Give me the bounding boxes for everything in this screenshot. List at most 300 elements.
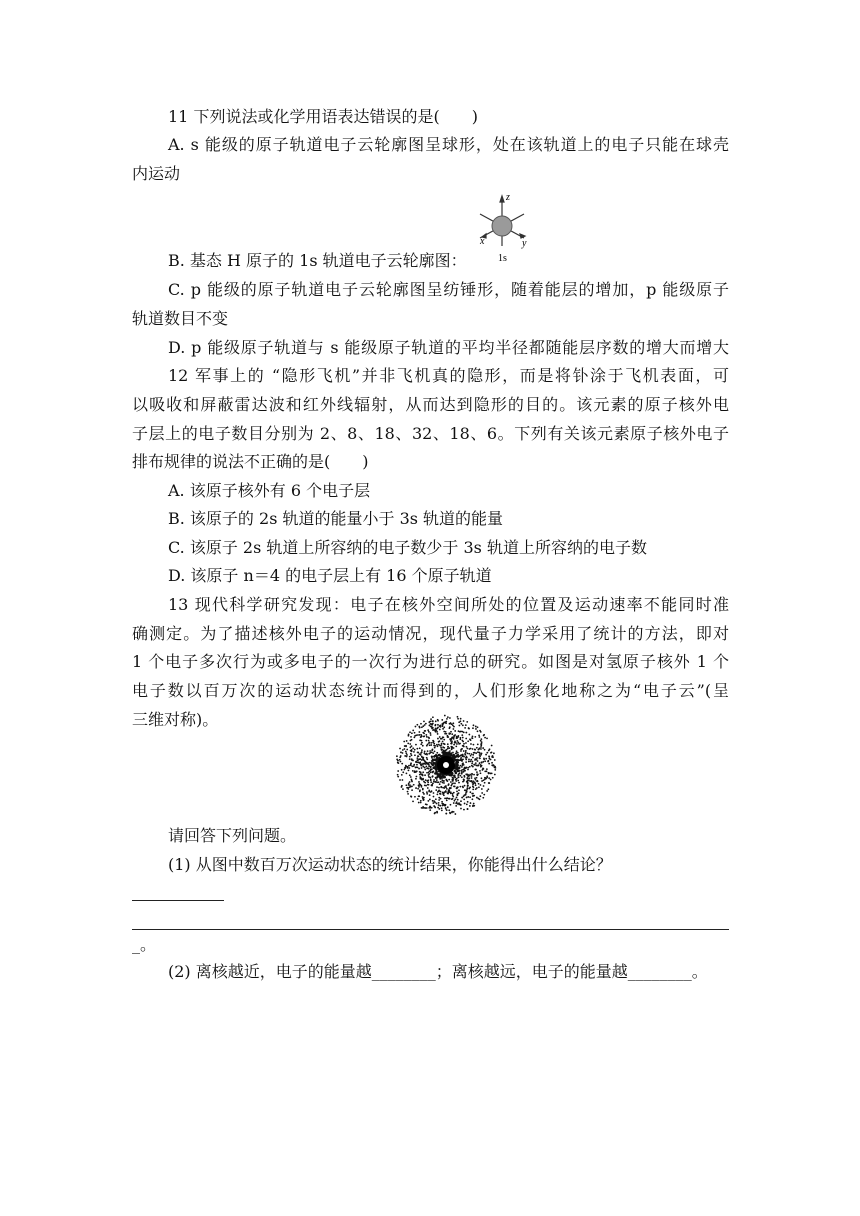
cloud-dot: [423, 732, 425, 734]
cloud-dot: [440, 746, 442, 748]
cloud-dot: [463, 775, 465, 777]
cloud-dot: [442, 774, 445, 777]
cloud-dot: [462, 762, 464, 764]
cloud-dot: [396, 759, 398, 761]
q13-line3: 1 个电子多次行为或多电子的一次行为进行总的研究。如图是对氢原子核外 1 个: [132, 652, 729, 671]
cloud-dot: [467, 767, 469, 769]
cloud-dot: [426, 757, 428, 759]
cloud-dot: [494, 759, 496, 761]
cloud-dot: [488, 763, 490, 765]
cloud-dot: [407, 793, 409, 795]
cloud-dot: [448, 779, 450, 781]
cloud-dot: [432, 722, 434, 724]
cloud-dot: [459, 772, 461, 774]
cloud-dot: [473, 803, 475, 805]
cloud-dot: [456, 743, 458, 745]
cloud-dot: [440, 775, 443, 778]
cloud-dot: [431, 757, 433, 759]
cloud-dot: [469, 796, 471, 798]
cloud-dot: [397, 774, 399, 776]
cloud-dot: [429, 732, 431, 734]
cloud-dot: [422, 745, 424, 747]
cloud-dot: [436, 727, 438, 729]
cloud-dot: [401, 785, 403, 787]
cloud-dot: [418, 731, 420, 733]
cloud-dot: [423, 736, 425, 738]
cloud-dot: [419, 789, 421, 791]
cloud-dot: [488, 782, 490, 784]
q13-sub1-end: _。: [132, 935, 157, 954]
cloud-dot: [488, 777, 490, 779]
cloud-dot: [466, 797, 468, 799]
cloud-dot: [434, 758, 437, 761]
cloud-dot: [480, 784, 482, 786]
cloud-dot: [419, 734, 421, 736]
cloud-dot: [462, 741, 464, 743]
cloud-dot: [483, 758, 485, 760]
cloud-dot: [465, 761, 467, 763]
cloud-dot: [473, 752, 475, 754]
cloud-dot: [472, 754, 474, 756]
cloud-dot: [468, 788, 470, 790]
cloud-dot: [421, 749, 423, 751]
cloud-dot: [477, 760, 479, 762]
cloud-dot: [484, 760, 486, 762]
cloud-dot: [414, 754, 416, 756]
cloud-dot: [410, 776, 412, 778]
cloud-dot: [419, 774, 421, 776]
cloud-dot: [426, 791, 428, 793]
cloud-dot: [451, 742, 453, 744]
cloud-dot: [424, 785, 426, 787]
cloud-dot: [452, 722, 454, 724]
cloud-dot: [410, 753, 412, 755]
cloud-dot: [428, 764, 430, 766]
cloud-dot: [444, 715, 446, 717]
cloud-dot: [439, 740, 441, 742]
cloud-dot: [397, 776, 399, 778]
cloud-dot: [430, 762, 432, 764]
cloud-dot: [476, 777, 478, 779]
cloud-dot: [407, 767, 409, 769]
cloud-dot: [443, 731, 445, 733]
cloud-dot: [436, 777, 438, 779]
cloud-dot: [463, 743, 465, 745]
cloud-dot: [399, 756, 401, 758]
cloud-dot: [409, 786, 411, 788]
q12-line2: 以吸收和屏蔽雷达波和红外线辐射，从而达到隐形的目的。该元素的原子核外电: [132, 395, 729, 414]
cloud-dot: [472, 805, 474, 807]
cloud-dot: [433, 740, 435, 742]
cloud-dot: [450, 781, 452, 783]
cloud-dot: [460, 749, 462, 751]
cloud-dot: [494, 769, 496, 771]
cloud-dot: [467, 740, 469, 742]
cloud-dot: [456, 794, 458, 796]
cloud-dot: [476, 771, 478, 773]
cloud-dot: [441, 725, 443, 727]
cloud-dot: [429, 752, 431, 754]
cloud-dot: [450, 804, 452, 806]
cloud-dot: [411, 789, 413, 791]
cloud-dot: [421, 759, 423, 761]
cloud-dot: [411, 780, 413, 782]
cloud-dot: [418, 781, 420, 783]
cloud-dot: [457, 735, 459, 737]
cloud-dot: [441, 801, 443, 803]
cloud-dot: [419, 747, 421, 749]
cloud-dot: [451, 783, 453, 785]
cloud-dot: [442, 746, 444, 748]
cloud-dot: [481, 741, 483, 743]
cloud-dot: [459, 755, 461, 757]
cloud-dot: [422, 771, 424, 773]
cloud-dot: [411, 732, 413, 734]
cloud-dot: [421, 767, 423, 769]
cloud-dot: [447, 743, 449, 745]
cloud-dot: [465, 757, 467, 759]
cloud-dot: [467, 785, 469, 787]
cloud-dot: [405, 745, 407, 747]
cloud-dot: [485, 754, 487, 756]
cloud-dot: [447, 746, 449, 748]
cloud-dot: [484, 737, 486, 739]
cloud-dot: [434, 813, 436, 815]
cloud-dot: [436, 786, 438, 788]
answer-line-1[interactable]: [132, 900, 224, 901]
cloud-dot: [468, 727, 470, 729]
cloud-dot: [477, 730, 479, 732]
cloud-dot: [431, 768, 433, 770]
cloud-dot: [409, 743, 411, 745]
cloud-dot: [475, 752, 477, 754]
cloud-dot: [408, 735, 410, 737]
cloud-dot: [412, 770, 414, 772]
cloud-dot: [472, 780, 474, 782]
cloud-dot: [462, 737, 464, 739]
cloud-dot: [416, 764, 418, 766]
cloud-dot: [438, 787, 440, 789]
cloud-dot: [471, 775, 473, 777]
cloud-dot: [466, 777, 468, 779]
cloud-dot: [434, 801, 436, 803]
cloud-dot: [490, 773, 492, 775]
cloud-dot: [465, 751, 467, 753]
cloud-dot: [463, 750, 465, 752]
cloud-dot: [438, 802, 440, 804]
cloud-dot: [430, 807, 432, 809]
cloud-dot: [465, 791, 467, 793]
cloud-dot: [485, 758, 487, 760]
cloud-dot: [461, 771, 463, 773]
cloud-dot: [484, 770, 486, 772]
cloud-dot: [478, 786, 480, 788]
cloud-dot: [437, 724, 439, 726]
cloud-dot: [470, 739, 472, 741]
cloud-dot: [459, 731, 461, 733]
cloud-dot: [442, 728, 444, 730]
cloud-dot: [409, 756, 411, 758]
cloud-dot: [440, 726, 442, 728]
cloud-dot: [478, 736, 480, 738]
cloud-dot: [418, 785, 420, 787]
cloud-dot: [459, 775, 461, 777]
answer-line-2[interactable]: [132, 929, 729, 930]
cloud-dot: [479, 757, 481, 759]
cloud-dot: [462, 786, 464, 788]
cloud-dot: [423, 781, 425, 783]
cloud-dot: [429, 794, 431, 796]
q12-option-a: A. 该原子核外有 6 个电子层: [168, 481, 371, 500]
cloud-dot: [476, 787, 478, 789]
cloud-dot: [432, 748, 434, 750]
cloud-dot: [452, 752, 454, 754]
cloud-dot: [431, 728, 433, 730]
cloud-dot: [474, 764, 476, 766]
cloud-dot: [429, 799, 431, 801]
cloud-dot: [434, 750, 436, 752]
cloud-dot: [472, 735, 474, 737]
cloud-dot: [420, 723, 422, 725]
cloud-dot: [471, 798, 473, 800]
cloud-dot: [483, 794, 485, 796]
cloud-dot: [406, 772, 408, 774]
cloud-dot: [441, 803, 443, 805]
cloud-dot: [397, 762, 399, 764]
cloud-dot: [413, 784, 415, 786]
cloud-dot: [445, 779, 447, 781]
cloud-dot: [478, 764, 480, 766]
cloud-dot: [415, 778, 417, 780]
cloud-dot: [416, 776, 418, 778]
cloud-dot: [476, 797, 478, 799]
cloud-dot: [467, 780, 469, 782]
cloud-dot: [435, 798, 437, 800]
q13-prompt: 请回答下列问题。: [168, 826, 297, 845]
cloud-dot: [493, 752, 495, 754]
cloud-dot: [478, 735, 480, 737]
cloud-dot: [458, 721, 460, 723]
cloud-dot: [430, 771, 432, 773]
cloud-dot: [429, 750, 431, 752]
cloud-dot: [454, 798, 456, 800]
cloud-dot: [470, 759, 472, 761]
cloud-dot: [461, 734, 463, 736]
cloud-dot: [461, 776, 463, 778]
cloud-dot: [466, 721, 468, 723]
cloud-dot: [463, 799, 465, 801]
cloud-dot: [426, 807, 428, 809]
cloud-dot: [422, 792, 424, 794]
cloud-dot: [441, 719, 443, 721]
cloud-dot: [477, 798, 479, 800]
cloud-dot: [461, 759, 463, 761]
cloud-dot: [450, 787, 452, 789]
cloud-dot: [484, 777, 486, 779]
cloud-dot: [456, 740, 458, 742]
cloud-dot: [438, 754, 441, 757]
cloud-dot: [451, 812, 453, 814]
cloud-dot: [414, 796, 416, 798]
cloud-dot: [425, 766, 427, 768]
cloud-dot: [454, 734, 456, 736]
cloud-dot: [478, 752, 480, 754]
cloud-dot: [491, 762, 493, 764]
cloud-dot: [411, 765, 413, 767]
cloud-dot: [426, 768, 428, 770]
nucleus: [443, 762, 449, 768]
cloud-dot: [406, 756, 408, 758]
cloud-dot: [470, 802, 472, 804]
cloud-dot: [424, 769, 426, 771]
cloud-dot: [438, 744, 440, 746]
cloud-dot: [442, 723, 444, 725]
cloud-dot: [443, 726, 445, 728]
electron-cloud-diagram: [394, 713, 498, 817]
cloud-dot: [422, 759, 424, 761]
cloud-dot: [476, 747, 478, 749]
cloud-dot: [439, 773, 442, 776]
cloud-dot: [484, 782, 486, 784]
cloud-dot: [467, 808, 469, 810]
cloud-dot: [477, 780, 479, 782]
cloud-dot: [437, 745, 439, 747]
cloud-dot: [450, 722, 452, 724]
cloud-dot: [413, 751, 415, 753]
cloud-dot: [433, 805, 435, 807]
q11-stem: 11 下列说法或化学用语表达错误的是( ): [168, 107, 478, 126]
cloud-dot: [399, 759, 401, 761]
orbital-1s-diagram: [470, 188, 540, 264]
cloud-dot: [428, 790, 430, 792]
cloud-dot: [457, 769, 460, 772]
cloud-dot: [457, 754, 459, 756]
cloud-dot: [482, 747, 484, 749]
cloud-dot: [430, 791, 432, 793]
cloud-dot: [420, 800, 422, 802]
cloud-dot: [456, 801, 458, 803]
cloud-dot: [470, 755, 472, 757]
axis-label-z: z: [506, 192, 510, 203]
cloud-dot: [430, 726, 432, 728]
cloud-dot: [459, 786, 461, 788]
cloud-dot: [409, 731, 411, 733]
cloud-dot: [451, 733, 453, 735]
cloud-dot: [449, 726, 451, 728]
cloud-dot: [402, 779, 404, 781]
cloud-dot: [430, 718, 432, 720]
cloud-dot: [399, 748, 401, 750]
cloud-dot: [430, 781, 432, 783]
q12-option-b: B. 该原子的 2s 轨道的能量小于 3s 轨道的能量: [168, 509, 504, 528]
cloud-dot: [470, 791, 472, 793]
cloud-dot: [438, 804, 440, 806]
cloud-dot: [472, 761, 474, 763]
cloud-dot: [474, 769, 476, 771]
q11-option-a-line1: A. s 能级的原子轨道电子云轮廓图呈球形，处在该轨道上的电子只能在球壳: [168, 135, 729, 154]
cloud-dot: [406, 749, 408, 751]
cloud-dot: [425, 734, 427, 736]
cloud-dot: [469, 805, 471, 807]
cloud-dot: [487, 788, 489, 790]
cloud-dot: [468, 734, 470, 736]
cloud-dot: [467, 796, 469, 798]
cloud-dot: [450, 785, 452, 787]
cloud-dot: [469, 766, 471, 768]
cloud-dot: [464, 753, 466, 755]
cloud-dot: [465, 724, 467, 726]
cloud-dot: [423, 720, 425, 722]
cloud-dot: [435, 789, 437, 791]
cloud-dot: [456, 737, 458, 739]
cloud-dot: [405, 751, 407, 753]
cloud-dot: [447, 716, 449, 718]
cloud-dot: [486, 768, 488, 770]
cloud-dot: [471, 763, 473, 765]
cloud-dot: [469, 748, 471, 750]
cloud-dot: [469, 780, 471, 782]
cloud-dot: [456, 797, 458, 799]
cloud-dot: [466, 803, 468, 805]
axis-label-x: x: [480, 236, 485, 247]
cloud-dot: [480, 754, 482, 756]
cloud-dot: [403, 769, 405, 771]
q13-sub2[interactable]: (2) 离核越近，电子的能量越________；离核越远，电子的能量越________。: [168, 962, 708, 981]
cloud-dot: [449, 717, 451, 719]
cloud-dot: [422, 775, 424, 777]
cloud-dot: [461, 766, 463, 768]
cloud-dot: [416, 757, 418, 759]
cloud-dot: [444, 721, 446, 723]
cloud-dot: [483, 768, 485, 770]
cloud-dot: [423, 797, 425, 799]
cloud-dot: [418, 768, 420, 770]
cloud-dot: [470, 743, 472, 745]
cloud-dot: [443, 743, 445, 745]
cloud-dot: [426, 745, 428, 747]
cloud-dot: [480, 764, 482, 766]
cloud-dot: [446, 800, 448, 802]
cloud-dot: [475, 726, 477, 728]
cloud-dot: [474, 748, 476, 750]
cloud-dot: [466, 748, 468, 750]
cloud-dot: [446, 797, 448, 799]
cloud-dot: [413, 736, 415, 738]
cloud-dot: [481, 762, 483, 764]
cloud-dot: [440, 786, 442, 788]
cloud-dot: [460, 800, 462, 802]
cloud-dot: [432, 782, 434, 784]
cloud-dot: [420, 736, 422, 738]
cloud-dot: [425, 779, 427, 781]
cloud-dot: [427, 750, 429, 752]
cloud-dot: [457, 752, 459, 754]
cloud-dot: [480, 738, 482, 740]
cloud-dot: [450, 752, 453, 755]
cloud-dot: [473, 724, 475, 726]
cloud-dot: [428, 740, 430, 742]
cloud-dot: [417, 767, 419, 769]
cloud-dot: [449, 812, 451, 814]
cloud-dot: [454, 786, 456, 788]
cloud-dot: [428, 731, 430, 733]
cloud-dot: [436, 779, 438, 781]
cloud-dot: [436, 772, 439, 775]
cloud-dot: [466, 746, 468, 748]
cloud-dot: [429, 809, 431, 811]
cloud-dot: [428, 736, 430, 738]
cloud-dot: [432, 720, 434, 722]
